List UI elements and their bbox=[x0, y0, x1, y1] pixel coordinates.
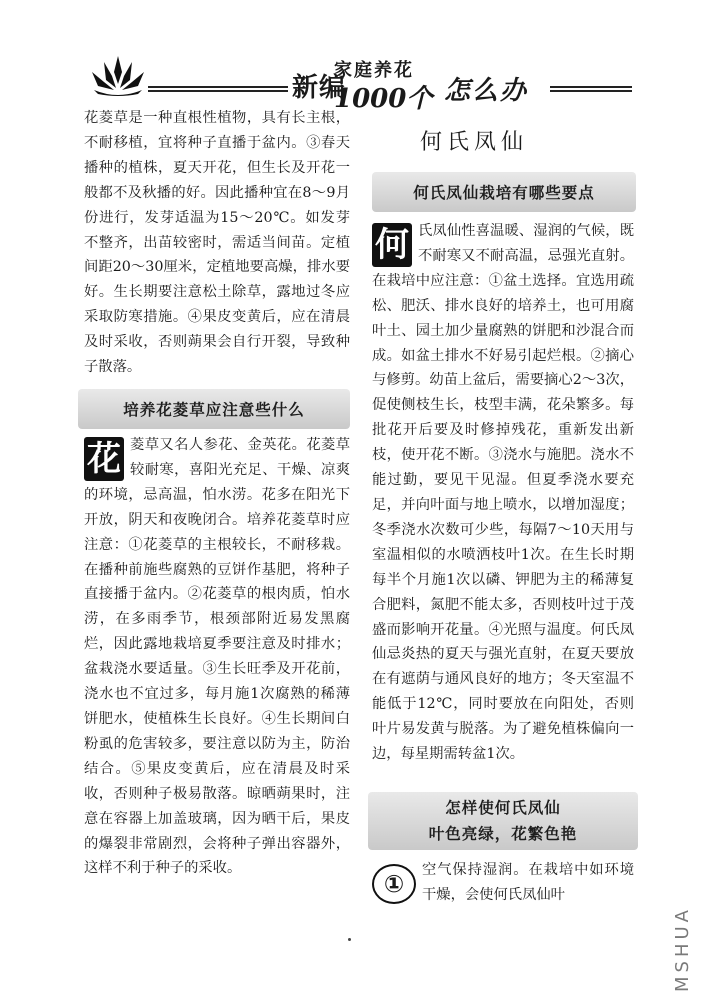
right-body-paragraph: 氏凤仙性喜温暖、湿润的气候，既不耐寒又不耐高温，忌强光直射。在栽培中应注意：①盆土选择。宜选用疏松、肥沃、排水良好的培养土，也可用腐叶土、园土加少量腐熟的饼肥和沙混合而成。如盆土排水不好易引起烂根。②摘心与修剪。幼苗上盆后，需要摘心2～3次，促使侧枝生长，枝型丰满，花朵繁多。每批花开后要及时修掉残花，重新发出新枝，使开花不断。③浇水与施肥。浇水不能过勤，要见干见湿。但夏季浇水要充足，并向叶面与地上喷水，以增加湿度；冬季浇水次数可少些，每隔7～10天用与室温相似的水喷洒枝叶1次。在生长时期每半个月施1次以磷、钾肥为主的稀薄复合肥料，氮肥不能太多，否则枝叶过于茂盛而影响开花量。④光照与温度。何氏凤仙忌炎热的夏天与强光直射，在夏天要放在有遮荫与通风良好的地方；冬天室温不能低于12℃，同时要放在向阳处，否则叶片易发黄与脱落。为了避免植株偏向一边，每星期需转盆1次。 bbox=[372, 223, 634, 763]
brand-top: 家庭养花 bbox=[334, 60, 414, 81]
drop-cap-char: 何 bbox=[372, 223, 412, 267]
header-rule-left bbox=[148, 86, 288, 88]
header-rule-right-2 bbox=[550, 90, 632, 92]
section-heading-line2: 叶色亮绿，花繁色艳 bbox=[428, 825, 578, 843]
brand-how: 怎么办 bbox=[444, 76, 529, 106]
section-heading-text: 培养花菱草应注意些什么 bbox=[123, 401, 305, 419]
section-heading-line1: 怎样使何氏凤仙 bbox=[445, 799, 561, 817]
right-section-body bbox=[372, 219, 634, 767]
brand-new: 新编 bbox=[292, 73, 347, 103]
page-dot bbox=[348, 938, 351, 941]
watermark: MSHUA bbox=[672, 906, 693, 992]
brand-number: 1000个 bbox=[334, 84, 433, 114]
drop-cap-char: 花 bbox=[84, 437, 124, 481]
section-heading-leaf-color bbox=[368, 792, 638, 850]
right-body2-paragraph: 空气保持湿润。在栽培中如环境干燥，会使何氏凤仙叶 bbox=[422, 862, 634, 903]
left-continued-text bbox=[84, 106, 350, 380]
continued-paragraph: 花菱草是一种直根性植物，具有长主根，不耐移植，宜将种子直播于盆内。③春天播种的植株，夏天开花，但生长及开花一般都不及秋播的好。因此播种宜在8～9月份进行，发芽适温为15～20℃。如发芽不整齐，出苗较密时，需适当间苗。定植间距20～30厘米，定植地要高燥，排水要好。生长期要注意松土除草，露地过冬应采取防寒措施。④果皮变黄后，应在清晨及时采收，否则蒴果会自行开裂，导致种子散落。 bbox=[84, 110, 350, 376]
lotus-logo-icon bbox=[90, 54, 146, 98]
left-body-paragraph: 菱草又名人参花、金英花。花菱草较耐寒，喜阳光充足、干燥、凉爽的环境，忌高温，怕水涝。花多在阳光下开放，阴天和夜晚闭合。培养花菱草时应注意：①花菱草的主根较长，不耐移栽。在播种前施些腐熟的豆饼作基肥，将种子直接播于盆内。②花菱草的根肉质，怕水涝，在多雨季节，根颈部附近易发黑腐烂，因此露地栽培夏季要注意及时排水；盆栽浇水要适量。③生长旺季及开花前，浇水也不宜过多，每月施1次腐熟的稀薄饼肥水，使植株生长良好。④生长期间白粉虱的危害较多，要注意以防为主，防治结合。⑤果皮变黄后，应在清晨及时采收，否则种子极易散落。晾晒蒴果时，注意在容器上加盖玻璃，因为晒干后，果皮的爆裂非常剧烈，会将种子弹出容器外，这样不利于种子的采收。 bbox=[84, 437, 350, 877]
section-heading-text: 何氏凤仙栽培有哪些要点 bbox=[413, 184, 595, 202]
header-rule-right bbox=[550, 86, 632, 88]
drop-number-icon: ① bbox=[372, 864, 416, 904]
left-section-body bbox=[84, 433, 350, 881]
header-rule-left-2 bbox=[148, 90, 288, 92]
section-heading-huallingcao bbox=[78, 389, 350, 429]
book-header bbox=[72, 52, 632, 114]
chapter-title: 何氏凤仙 bbox=[420, 130, 529, 155]
section-heading-cultivation bbox=[372, 172, 636, 212]
right-section2-body bbox=[372, 858, 634, 908]
